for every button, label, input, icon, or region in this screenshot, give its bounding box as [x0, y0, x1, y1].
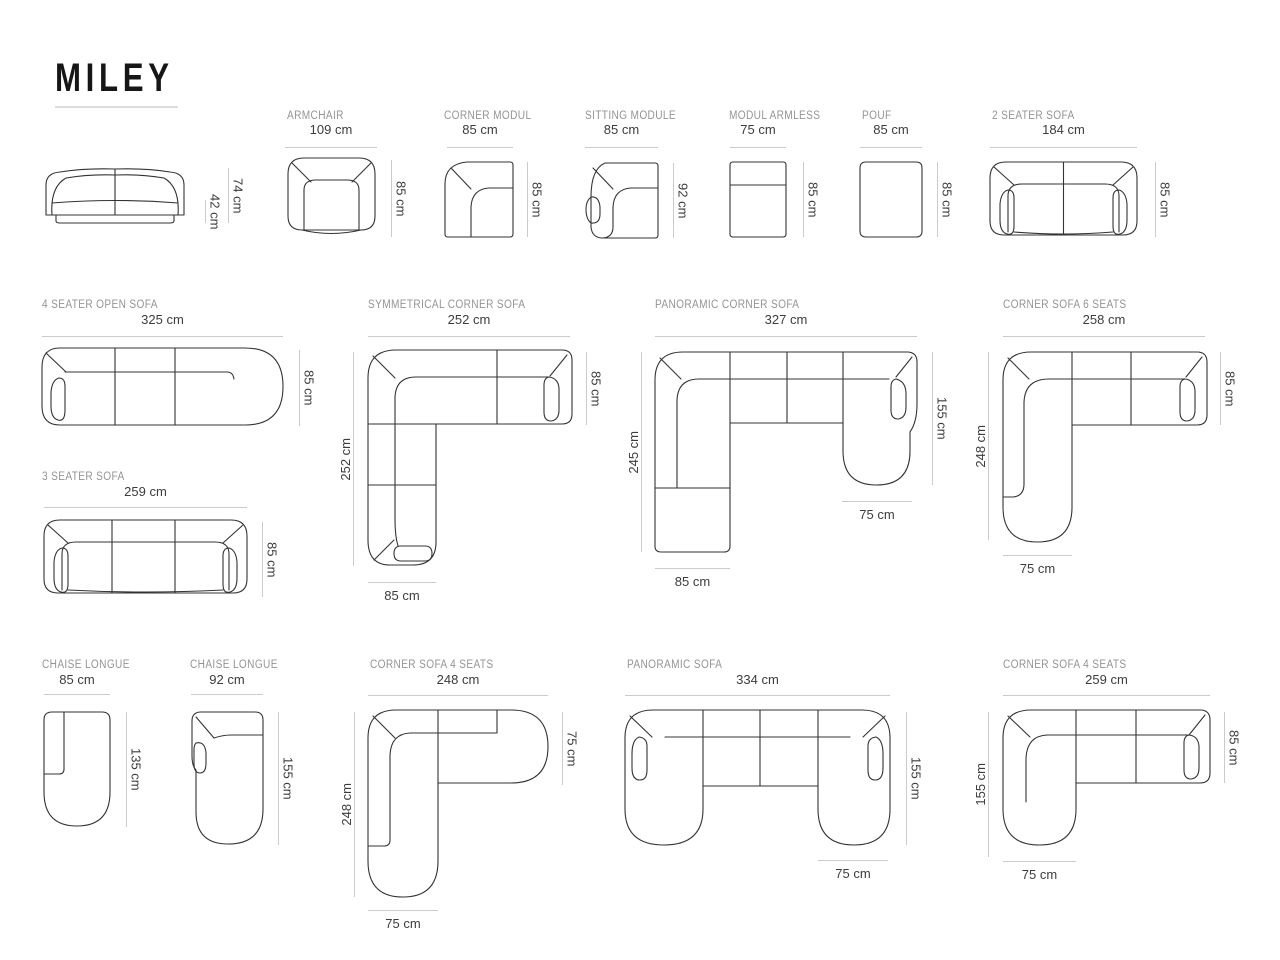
length-dimension: [625, 352, 641, 552]
depth-value: 85 cm: [1222, 370, 1238, 407]
length-dimension: [972, 352, 988, 540]
collection-title: MILEY: [55, 56, 174, 100]
dimension-line: [44, 507, 247, 508]
depth-value: 92 cm: [675, 182, 691, 219]
figure-label: SITTING MODULE: [585, 110, 676, 122]
depth-dimension: [301, 350, 317, 426]
height-dimension: [230, 168, 246, 223]
depth-dimension: [1222, 352, 1238, 425]
length-dimension: [337, 352, 353, 566]
bottom-width-value: 85 cm: [674, 574, 711, 589]
corner-sofa-4a-top-view-drawing: [368, 710, 548, 897]
dimension-line: [1003, 695, 1210, 696]
bottom-width-value: 75 cm: [1019, 561, 1056, 576]
bottom-width-value: 75 cm: [1021, 867, 1058, 882]
width-value: 258 cm: [1082, 312, 1126, 327]
depth-value: 135 cm: [128, 748, 144, 791]
width-value: 259 cm: [1085, 672, 1128, 687]
dimension-line: [368, 910, 438, 911]
dimension-line: [368, 695, 548, 696]
figure-label: ARMCHAIR: [287, 110, 344, 122]
chaise-width-value: 75 cm: [835, 866, 871, 881]
corner-modul-top-view-drawing: [445, 162, 513, 237]
chaise-longue-2-top-view-drawing: [191, 712, 263, 844]
length-value: 155 cm: [972, 763, 988, 806]
depth-dimension: [393, 160, 409, 237]
length-value: 248 cm: [338, 783, 354, 826]
dimension-line: [586, 352, 587, 425]
length-value: 252 cm: [337, 437, 353, 481]
figure-label: CORNER SOFA 4 SEATS: [370, 659, 494, 671]
depth-dimension: [564, 712, 580, 785]
dimension-line: [1220, 352, 1221, 425]
panoramic-corner-top-view-drawing: [655, 352, 917, 552]
dimension-line: [353, 352, 354, 566]
depth-dimension: [805, 162, 821, 237]
dimension-line: [818, 860, 888, 861]
figure-label: CHAISE LONGUE: [190, 659, 278, 671]
depth-value: 85 cm: [264, 541, 280, 578]
corner-sofa-6-top-view-drawing: [1003, 352, 1207, 542]
dimension-line: [391, 160, 392, 237]
dimension-line: [1003, 861, 1076, 862]
dimension-line: [1003, 336, 1205, 337]
dimension-line: [228, 168, 229, 223]
width-value: 248 cm: [436, 672, 480, 687]
depth-value: 155 cm: [908, 757, 924, 800]
depth-value: 75 cm: [564, 730, 580, 767]
three-seater-top-view-drawing: [44, 520, 247, 599]
chaise-width-value: 75 cm: [859, 507, 895, 522]
depth-value: 85 cm: [1157, 181, 1173, 218]
dimension-line: [673, 163, 674, 238]
figure-label: 3 SEATER SOFA: [42, 471, 125, 483]
depth-dimension: [1157, 162, 1173, 237]
width-value: 92 cm: [209, 672, 245, 687]
dimension-line: [842, 501, 912, 502]
figure-label: CHAISE LONGUE: [42, 659, 130, 671]
depth-dimension: [934, 352, 950, 485]
figure-label: CORNER SOFA 6 SEATS: [1003, 299, 1127, 311]
length-value: 248 cm: [972, 424, 988, 468]
dimension-line: [906, 712, 907, 845]
width-value: 252 cm: [447, 312, 491, 327]
figure-label: PANORAMIC CORNER SOFA: [655, 299, 800, 311]
dimension-line: [932, 352, 933, 485]
width-value: 85 cm: [59, 672, 95, 687]
depth-value: 85 cm: [1226, 729, 1242, 766]
dimension-line: [447, 147, 513, 148]
dimension-line: [988, 352, 989, 540]
panoramic-sofa-top-view-drawing: [625, 710, 890, 845]
dimension-line: [1155, 162, 1156, 237]
height-value: 74 cm: [230, 177, 246, 214]
depth-value: 85 cm: [588, 370, 604, 407]
dimension-line: [126, 712, 127, 827]
depth-dimension: [280, 712, 296, 845]
dimension-line: [42, 336, 283, 337]
corner-sofa-4b-top-view-drawing: [1003, 710, 1210, 845]
width-value: 85 cm: [873, 122, 909, 137]
dimension-line: [205, 200, 206, 223]
dimension-line: [937, 162, 938, 237]
dimension-line: [285, 147, 377, 148]
seat-height-value: 42 cm: [207, 194, 223, 230]
depth-dimension: [128, 712, 144, 827]
sitting-module-top-view-drawing: [585, 163, 658, 238]
depth-value: 85 cm: [805, 181, 821, 218]
dimension-line: [299, 350, 300, 426]
four-seater-open-top-view-drawing: [42, 348, 283, 425]
dimension-line: [262, 522, 263, 597]
dimension-line: [803, 162, 804, 237]
dimension-line: [988, 712, 989, 857]
figure-label: MODUL ARMLESS: [729, 110, 821, 122]
figure-label: SYMMETRICAL CORNER SOFA: [368, 299, 526, 311]
dimension-line: [730, 147, 786, 148]
width-value: 334 cm: [736, 672, 779, 687]
depth-value: 85 cm: [529, 181, 545, 218]
width-value: 325 cm: [141, 312, 184, 327]
dimension-line: [527, 162, 528, 237]
seat-height-dimension: [207, 194, 223, 230]
width-value: 109 cm: [309, 122, 353, 137]
title-underline: [55, 106, 178, 108]
depth-dimension: [908, 712, 924, 845]
dimension-line: [1003, 555, 1072, 556]
depth-value: 155 cm: [934, 397, 950, 440]
figure-label: CORNER MODUL: [444, 110, 532, 122]
depth-dimension: [529, 162, 545, 237]
dimension-line: [354, 712, 355, 897]
figure-label: 2 SEATER SOFA: [992, 110, 1075, 122]
dimension-line: [368, 336, 570, 337]
dimension-line: [44, 694, 110, 695]
length-dimension: [338, 712, 354, 897]
length-dimension: [972, 712, 988, 857]
sofa-front-elevation-drawing: [40, 165, 190, 225]
length-value: 245 cm: [625, 430, 641, 474]
dimension-line: [562, 712, 563, 785]
dimension-line: [368, 582, 436, 583]
figure-label: PANORAMIC SOFA: [627, 659, 723, 671]
bottom-width-value: 75 cm: [385, 916, 421, 931]
figure-label: CORNER SOFA 4 SEATS: [1003, 659, 1127, 671]
dimension-line: [990, 147, 1137, 148]
dimension-line: [191, 694, 263, 695]
symmetrical-corner-top-view-drawing: [368, 350, 572, 568]
width-value: 327 cm: [764, 312, 808, 327]
depth-dimension: [939, 162, 955, 237]
dimension-line: [641, 352, 642, 552]
width-value: 259 cm: [124, 484, 167, 499]
dimension-line: [278, 712, 279, 845]
dimension-line: [625, 695, 890, 696]
dimension-line: [860, 147, 922, 148]
modul-armless-top-view-drawing: [730, 162, 786, 237]
width-value: 85 cm: [603, 122, 640, 137]
depth-value: 85 cm: [393, 180, 409, 217]
dimension-line: [655, 568, 730, 569]
depth-value: 85 cm: [939, 181, 955, 218]
depth-dimension: [675, 163, 691, 238]
dimension-line: [585, 147, 658, 148]
width-value: 85 cm: [462, 122, 498, 137]
dimension-line: [655, 336, 917, 337]
depth-dimension: [1226, 712, 1242, 783]
width-value: 184 cm: [1042, 122, 1085, 137]
pouf-top-view-drawing: [860, 162, 922, 237]
dimension-line: [1224, 712, 1225, 783]
two-seater-top-view-drawing: [990, 162, 1137, 241]
depth-dimension: [588, 352, 604, 425]
depth-dimension: [264, 522, 280, 597]
chaise-longue-1-top-view-drawing: [44, 712, 110, 826]
figure-label: POUF: [862, 110, 892, 122]
figure-label: 4 SEATER OPEN SOFA: [42, 299, 158, 311]
width-value: 75 cm: [740, 122, 776, 137]
armchair-top-view-drawing: [288, 158, 375, 237]
depth-value: 85 cm: [301, 370, 317, 406]
bottom-width-value: 85 cm: [384, 588, 420, 603]
depth-value: 155 cm: [280, 757, 296, 800]
